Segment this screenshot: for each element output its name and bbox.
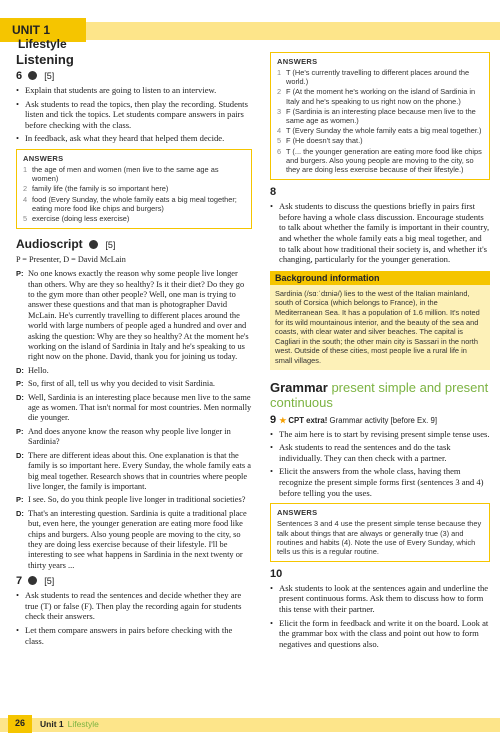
cpt-extra-label: CPT extra! <box>288 415 328 425</box>
line-text: That's an interesting question. Sardinia is quite a traditional place but, even here, the younger generation are eating more food like chips and burgers. Also young people are moving to the city, so they are doing less exercise because of their lifestyle. I'll be interesting to see what happens in Sardinia in the next twenty or thirty years ... <box>28 508 247 570</box>
speaker: D: <box>16 508 24 518</box>
page-footer <box>0 712 500 734</box>
line-text: Hello. <box>28 365 49 375</box>
exercise-number: 7 <box>16 575 23 588</box>
speaker: D: <box>16 365 24 375</box>
script-line <box>16 495 252 505</box>
speaker: P: <box>16 495 24 505</box>
bullet: • Elicit the form in feedback and write it on the board. Look at the grammar box with the class and point out how to form negatives and questions also. <box>270 618 490 650</box>
answer-number: 4 <box>23 194 28 204</box>
answer-row <box>23 214 245 223</box>
exercise-8-heading: 8 <box>270 186 277 199</box>
answer-row <box>277 68 483 86</box>
exercise-7-bullets <box>16 590 252 646</box>
exercise-7-heading <box>16 575 252 587</box>
script-line <box>16 393 252 424</box>
background-heading: Background information <box>270 271 490 285</box>
line-text: No one knows exactly the reason why some people live longer than others. Why are they so healthy? Is it their diet? Do they go to the gym more than other people? Well, one man is trying to answer these questions and that man is photographer David McLain. He's currently travelling to different places around the world with large numbers of people aged a hundred and over and asking the question: Why are they so healthy? At the moment he's working on the island of Sardinia in Italy and he's speaking to us right now on the phone. David, thank you for joining us today. <box>28 269 249 362</box>
answer-number: 1 <box>23 164 28 174</box>
answer-row <box>23 165 245 183</box>
answer-row <box>277 107 483 125</box>
bullet: • Let them compare answers in pairs before checking with the class. <box>16 625 252 646</box>
answers-box-6 <box>16 149 252 229</box>
line-text: Well, Sardinia is an interesting place because men live to the same age as women. That isn't normal for most countries. Men normally die younger. <box>28 392 252 423</box>
bullet: • Ask students to discuss the questions briefly in pairs first before having a whole class discussion. Encourage students to talk about whether the family is important in their country, and whether the whole family eats a big meal together, and to talk about how traditional their society is, and whether it's changing, particularly for the younger generation. <box>270 201 490 265</box>
star-icon: ★ <box>279 415 287 425</box>
answers-box-7 <box>270 52 490 180</box>
cd-icon <box>28 71 37 80</box>
answer-text: exercise (doing less exercise) <box>32 213 130 223</box>
answer-number: 2 <box>23 184 28 194</box>
track-number: [5] <box>105 240 116 251</box>
script-line <box>16 427 252 448</box>
answers-heading: ANSWERS <box>23 153 64 163</box>
footer-title <box>40 719 99 729</box>
grammar-subtitle: present simple and present continuous <box>270 379 489 410</box>
unit-header <box>0 0 500 51</box>
answer-row <box>23 184 245 193</box>
page-number: 26 <box>8 715 32 733</box>
bullet: • Ask students to read the topics, then play the recording. Students listen and tick the topics. Let students compare answers in pairs before checking with the class. <box>16 99 252 131</box>
speaker: P: <box>16 269 24 279</box>
speaker: P: <box>16 379 24 389</box>
cast-list: P = Presenter, D = David McLain <box>16 255 126 265</box>
script-line <box>16 451 252 493</box>
bullet: • Elicit the answers from the whole class, having them recognize the present simple forms first (sentences 3 and 4) before telling you the uses. <box>270 466 490 498</box>
answer-number: 5 <box>23 213 28 223</box>
answers-box-9 <box>270 503 490 562</box>
answer-text: T (He's currently travelling to different places around the world.) <box>286 68 470 87</box>
answer-text: family life (the family is so important here) <box>32 184 169 194</box>
background-body: Sardinia (/sɑːˈdɪniə/) lies to the west of the Italian mainland, south of Corsica (which belongs to France), in the Mediterranean Sea. It has a population of 1.6 million. It's noted for its wild mountainous interior, and the beauty of the sea and coasts, with clear water and silver beaches. The capital is Cagliari in the south; the other main city is Sassari in the north west. Outside of these cities, most people live a rural life in small villages. <box>270 285 490 370</box>
answer-row <box>277 87 483 105</box>
grammar-title: Grammar <box>270 379 328 395</box>
script-line <box>16 379 252 389</box>
cd-icon <box>89 240 98 249</box>
bullet: • The aim here is to start by revising present simple tense uses. <box>270 429 490 440</box>
footer-unit-title: Lifestyle <box>67 719 99 729</box>
line-text: So, first of all, tell us why you decided to visit Sardinia. <box>28 379 216 389</box>
answer-number: 2 <box>277 87 282 97</box>
exercise-10-bullets <box>270 583 490 650</box>
answer-number: 5 <box>277 136 282 146</box>
grammar-heading <box>270 380 490 410</box>
bullet: • Explain that students are going to listen to an interview. <box>16 85 252 96</box>
unit-title: Lifestyle <box>18 37 67 51</box>
script-line <box>16 366 252 376</box>
answer-number: 3 <box>277 106 282 116</box>
exercise-6-bullets <box>16 85 252 144</box>
answers-heading: ANSWERS <box>277 57 318 66</box>
track-number: [5] <box>44 576 55 587</box>
cd-icon <box>28 576 37 585</box>
answer-text: F (He doesn't say that.) <box>286 136 363 146</box>
cpt-activity: Grammar activity [before Ex. 9] <box>329 415 437 425</box>
exercise-6-heading <box>16 70 252 82</box>
answer-text: F (At the moment he's working on the island of Sardinia in Italy and he's speaking to us right now on the phone.) <box>286 87 476 106</box>
footer-unit: Unit 1 <box>40 719 64 729</box>
speaker: D: <box>16 392 24 402</box>
script-line <box>16 509 252 571</box>
line-text: And does anyone know the reason why people live longer in Sardinia? <box>28 426 231 447</box>
bullet: • Ask students to look at the sentences again and underline the present continuous forms. Ask them to discuss how to form this tense with their partner. <box>270 583 490 615</box>
unit-number: UNIT 1 <box>12 23 51 37</box>
exercise-9-heading <box>270 414 490 426</box>
line-text: I see. So, do you think people live longer in traditional societies? <box>28 495 246 505</box>
answer-text: F (Sardinia is an interesting place because men live to the same age as women.) <box>286 106 476 126</box>
answer-number: 6 <box>277 146 282 156</box>
answer-text: T (... the younger generation are eating more food like chips and burgers. Also young people are moving to the city, so they are doing less exercise because of their lifestyle.) <box>286 146 482 175</box>
answer-row <box>277 136 483 145</box>
answer-row <box>277 126 483 135</box>
bullet: • Ask students to read the sentences and decide whether they are true (T) or false (F). Then play the recording again for students check their answers. <box>16 590 252 622</box>
exercise-8-bullets <box>270 201 490 265</box>
answer-text: T (Every Sunday the whole family eats a big meal together.) <box>286 126 482 136</box>
speaker: D: <box>16 450 24 460</box>
right-column <box>270 52 490 652</box>
speaker: P: <box>16 426 24 436</box>
listening-heading: Listening <box>16 52 74 67</box>
answer-text: Sentences 3 and 4 use the present simple tense because they talk about things that are always or generally true (3) and routines and habits (4). Note the use of Every Sunday, which tells us this is a regular routine. <box>277 519 482 557</box>
script-line <box>16 269 252 363</box>
track-number: [5] <box>44 71 55 81</box>
exercise-number: 9 <box>270 413 277 426</box>
bullet: • In feedback, ask what they heard that helped them decide. <box>16 133 252 144</box>
unit-tab <box>0 18 86 51</box>
bullet: • Ask students to read the sentences and do the task individually. They can then check with a partner. <box>270 442 490 463</box>
background-information <box>270 271 490 370</box>
answer-row <box>23 195 245 213</box>
exercise-9-bullets <box>270 429 490 499</box>
line-text: There are different ideas about this. One explanation is that the family is so important here. Every Sunday, the whole family eats a big meal together. Research shows that in countries where people live longer, the family is important. <box>28 450 251 491</box>
answers-heading: ANSWERS <box>277 508 318 518</box>
left-column <box>16 52 252 649</box>
audioscript <box>16 255 252 571</box>
answer-text: food (Every Sunday, the whole family eats a big meal together; eating more food like chips and burgers) <box>32 194 237 213</box>
exercise-number: 6 <box>16 70 23 82</box>
answer-row <box>277 147 483 175</box>
answer-number: 1 <box>277 68 282 77</box>
audioscript-title: Audioscript <box>16 237 83 252</box>
audioscript-heading <box>16 237 252 251</box>
answer-number: 4 <box>277 126 282 136</box>
exercise-10-heading: 10 <box>270 567 283 580</box>
answer-text: the age of men and women (men live to the same age as women) <box>32 164 219 184</box>
